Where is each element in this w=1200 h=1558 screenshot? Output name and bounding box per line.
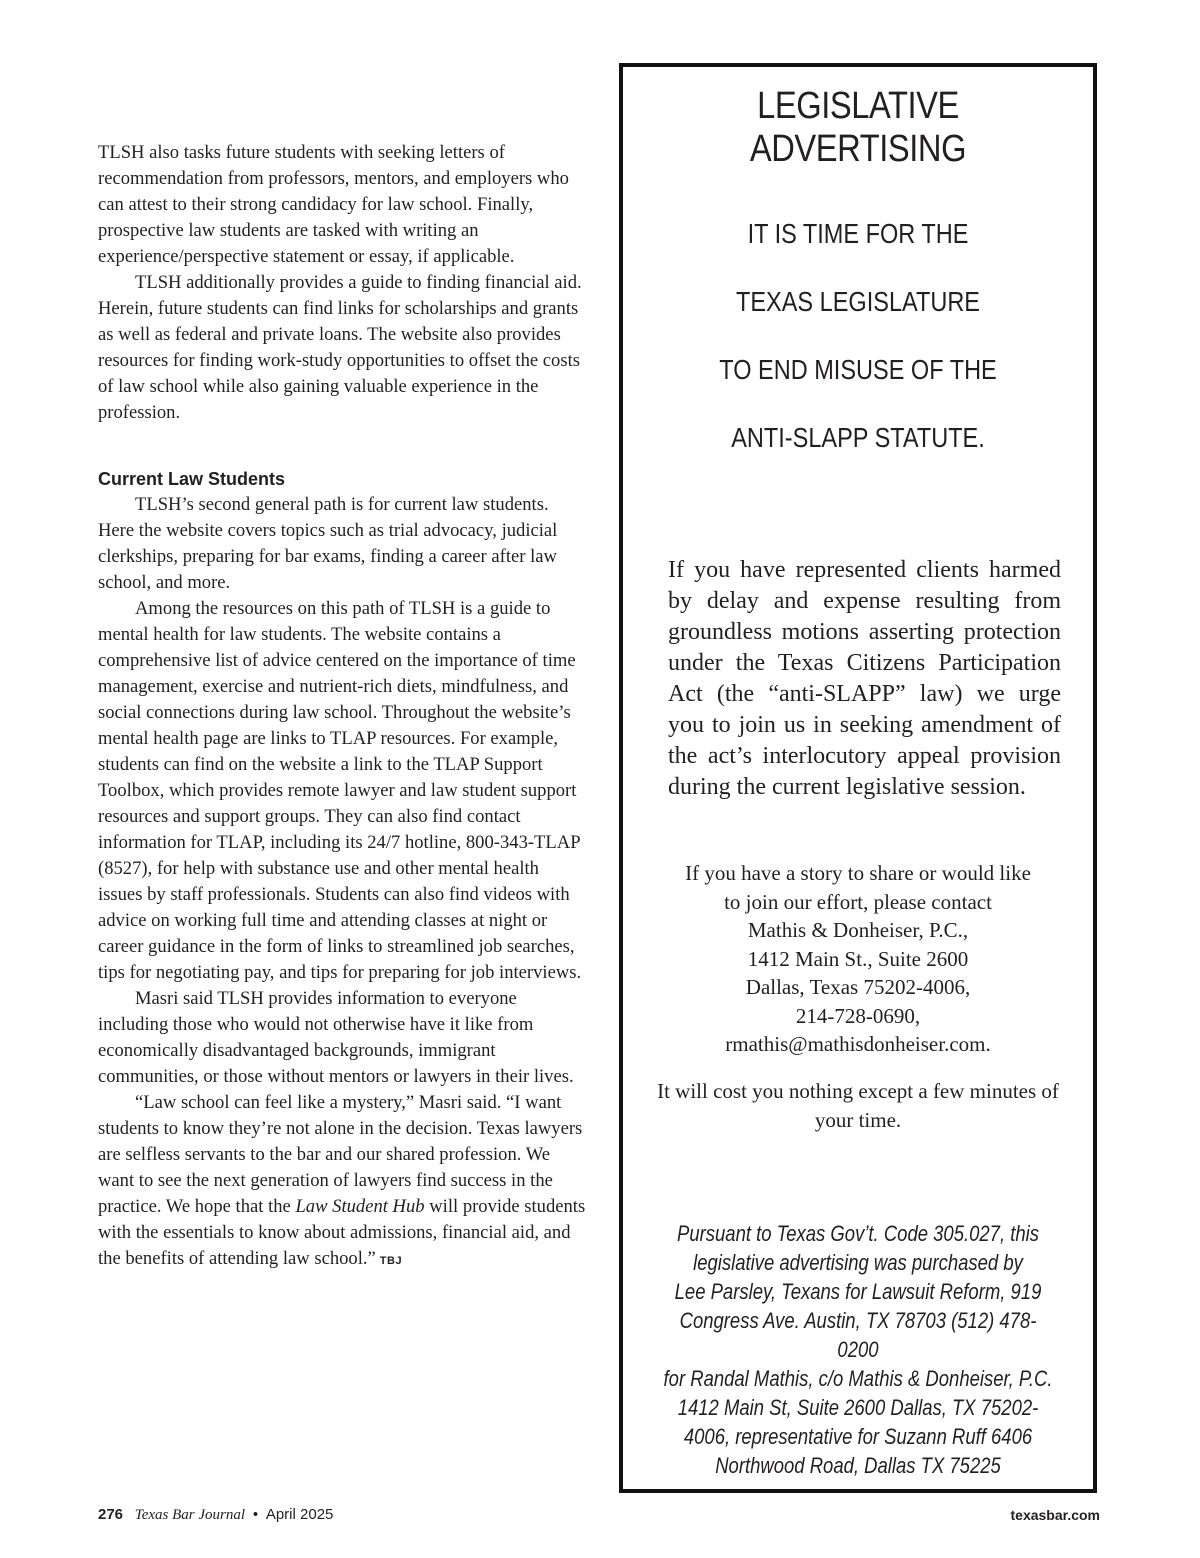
article-column [98, 140, 586, 1274]
contact-email: rmathis@mathisdonheiser.com. [725, 1032, 991, 1056]
article-paragraph: TLSH’s second general path is for current law students. Here the website covers topics such as trial advocacy, judicial clerkships, preparing for bar exams, finding a career after law school, and more. [98, 494, 558, 593]
article-paragraph: TLSH additionally provides a guide to finding financial aid. Herein, future students can find links for scholarships and grants as well as federal and private loans. The website also provides resources for finding work-study opportunities to offset the costs of law school while also gaining valuable experience in the profession. [98, 272, 582, 423]
disclosure-line: 1412 Main St, Suite 2600 Dallas, TX 75202- [677, 1395, 1039, 1420]
law-student-hub-title: Law Student Hub [295, 1196, 425, 1217]
disclosure-line: legislative advertising was purchased by [693, 1250, 1023, 1275]
contact-line: to join our effort, please contact [724, 889, 992, 914]
footer-bullet: • [252, 1506, 259, 1523]
article-paragraph: Among the resources on this path of TLSH is a guide to mental health for law students. The website contains a comprehensive list of advice centered on the importance of time management, exercise and nutrient-rich diets, mindfulness, and social connections during law school. Throughout the website’s mental health page are links to TLAP resources. For example, students can find on the website a link to the TLAP Support Toolbox, which provides remote lawyer and law student support resources and support groups. They can also find contact information for TLAP, including its 24/7 hotline, 800-343-TLAP (8527), for help with substance use and other mental health issues by staff professionals. Students can also find videos with advice on working full time and attending classes at night or career guidance in the form of links to streamlined job searches, tips for negotiating pay, and tips for preparing for job interviews. [98, 598, 582, 983]
contact-line: Mathis & Donheiser, P.C., [747, 918, 969, 942]
contact-line: Dallas, Texas 75202-4006, [745, 975, 971, 999]
disclosure-line: Congress Ave. Austin, TX 78703 (512) 478-0200 [679, 1308, 1037, 1362]
contact-line: 214-728-0690, [795, 1003, 921, 1028]
ad-headline [661, 217, 1056, 489]
headline-line: TEXAS LEGISLATURE [736, 286, 980, 317]
issue-date: April 2025 [265, 1506, 334, 1523]
disclosure-line: Northwood Road, Dallas TX 75225 [715, 1453, 1001, 1478]
disclosure-line: for Randal Mathis, c/o Mathis & Donheiser, P.C. [663, 1366, 1053, 1391]
contact-line: 1412 Main St., Suite 2600 [747, 946, 969, 971]
article-paragraph: TLSH also tasks future students with seeking letters of recommendation from professors, mentors, and employers who can attest to their strong candidacy for law school. Finally, prospective law students are tasked with writing an experience/perspective statement or essay, if applicable. [98, 142, 569, 267]
quote-text: “Law school can feel like a mystery,” Masri said. “I want students to know they’re not alone in the decision. Texas lawyers are selfless servants to the bar and our shared profession. We want to see the next generation of lawyers find success in the practice. We hope that the [98, 1092, 583, 1217]
ad-cost: It will cost you nothing except a few minutes of your time. [657, 1079, 1059, 1132]
footer-site-url: texasbar.com [1010, 1507, 1100, 1523]
quote-text-end: will provide students with the essentials to know about admissions, financial aid, and the benefits of attending law school.” [98, 1196, 586, 1269]
disclosure-line: Lee Parsley, Texans for Lawsuit Reform, 919 [674, 1279, 1042, 1304]
tbj-end-mark: TBJ [379, 1255, 403, 1267]
page-footer [98, 1505, 333, 1525]
headline-line: ANTI-SLAPP STATUTE. [731, 422, 985, 453]
ad-contact [653, 859, 1063, 1059]
journal-name: Texas Bar Journal [134, 1507, 246, 1523]
article-paragraph: Masri said TLSH provides information to everyone including those who would not otherwise have it like from economically disadvantaged backgrounds, immigrant communities, or those without mentors or lawyers in their lives. [98, 988, 574, 1087]
contact-line: If you have a story to share or would like [685, 861, 1031, 885]
disclosure-line: Pursuant to Texas Gov’t. Code 305.027, this [677, 1221, 1039, 1246]
headline-line: TO END MISUSE OF THE [719, 354, 997, 385]
ad-body: If you have represented clients harmed by delay and expense resulting from groundless motions asserting protection under the Texas Citizens Participation Act (the “anti-SLAPP” law) we urge you to join us in seeking amendment of the act’s interlocutory appeal provision during the current legislative session. [668, 557, 1061, 800]
ad-title: LEGISLATIVE ADVERTISING [749, 85, 967, 170]
article-paragraph-quote [98, 1090, 586, 1274]
legislative-ad-box [619, 63, 1097, 1493]
section-heading: Current Law Students [98, 469, 286, 489]
page-number: 276 [98, 1506, 124, 1523]
disclosure-line: 4006, representative for Suzann Ruff 6406 [683, 1424, 1033, 1449]
headline-line: IT IS TIME FOR THE [747, 218, 969, 249]
ad-disclosure [661, 1219, 1056, 1480]
